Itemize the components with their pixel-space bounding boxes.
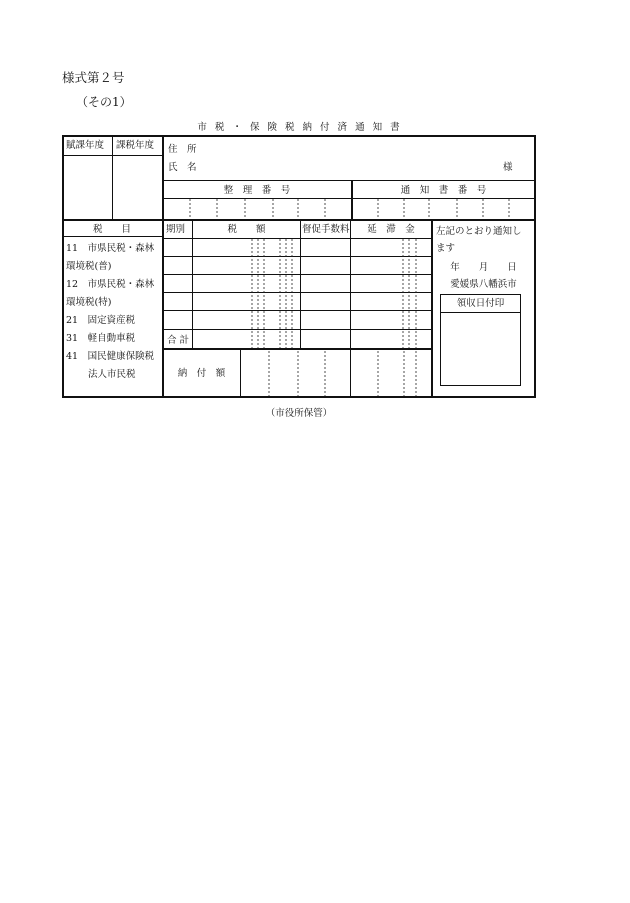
tax-item-corporate: 法人市民税 xyxy=(88,369,136,380)
number-label-divider xyxy=(163,198,536,199)
header-section-divider xyxy=(62,219,536,221)
notice-text-line2: ます xyxy=(436,243,456,254)
tax-amount-header: 税 額 xyxy=(227,224,266,235)
tax-item-header-divider xyxy=(62,236,163,237)
stamp-box-label-divider xyxy=(440,312,521,313)
receipt-stamp-label: 領収日付印 xyxy=(456,298,505,309)
amount-row-line-2 xyxy=(163,274,432,275)
issuer-name: 愛媛県八幡浜市 xyxy=(450,279,517,290)
fee-column-divider xyxy=(350,220,351,397)
notice-column-divider xyxy=(431,219,433,397)
notice-date: 年 月 日 xyxy=(450,262,517,273)
tax-item-12-line1: 12 市県民税・森林 xyxy=(66,279,155,290)
form-border-bottom xyxy=(62,396,536,398)
payment-label-divider xyxy=(240,350,241,397)
period-header: 期別 xyxy=(166,224,186,235)
notice-text-line1: 左記のとおり通知し xyxy=(436,226,522,237)
total-label: 合 計 xyxy=(167,335,190,346)
tax-year-label: 課税年度 xyxy=(116,140,155,151)
stamp-box-bottom xyxy=(440,385,521,386)
amount-row-line-4 xyxy=(163,310,432,311)
amount-row-line-3 xyxy=(163,292,432,293)
amount-row-line-5 xyxy=(163,329,432,330)
honorific-label: 様 xyxy=(503,162,513,173)
tax-item-12-line2: 環境税(特) xyxy=(66,297,112,308)
fee-header: 督促手数料 xyxy=(302,224,350,235)
left-column-divider xyxy=(162,135,164,398)
tax-item-31: 31 軽自動車税 xyxy=(66,333,136,344)
form-border-right xyxy=(534,135,536,398)
name-row-divider xyxy=(163,180,536,181)
form-border-left xyxy=(62,135,64,398)
tax-amount-column-divider xyxy=(300,220,301,349)
tax-item-header: 税 目 xyxy=(92,224,131,235)
amount-header-divider xyxy=(163,238,432,239)
stamp-box-top xyxy=(440,294,521,295)
retention-note: （市役所保管） xyxy=(265,408,333,419)
tax-item-21: 21 固定資産税 xyxy=(66,315,136,326)
address-label: 住 所 xyxy=(168,144,197,155)
form-title: 市 税 ・ 保 険 税 納 付 済 通 知 書 xyxy=(197,122,401,133)
form-border-top xyxy=(62,135,536,137)
reference-number-label: 整 理 番 号 xyxy=(223,185,291,196)
payment-amount-label: 納 付 額 xyxy=(177,368,226,379)
notice-number-label: 通 知 書 番 号 xyxy=(400,185,487,196)
year-column-divider xyxy=(112,135,113,219)
levy-year-label: 賦課年度 xyxy=(66,140,105,151)
tax-item-11-line2: 環境税(普) xyxy=(66,261,112,272)
form-number-label: 様式第２号 xyxy=(62,70,125,85)
tax-item-41: 41 国民健康保険税 xyxy=(66,351,155,362)
name-label: 氏 名 xyxy=(168,162,197,173)
tax-item-11-line1: 11 市県民税・森林 xyxy=(66,243,155,254)
delay-charge-header: 延 滞 金 xyxy=(367,224,415,235)
form-sub-label: （その1） xyxy=(76,95,132,109)
period-column-divider xyxy=(192,220,193,349)
total-row-divider xyxy=(163,348,432,350)
amount-row-line-1 xyxy=(163,256,432,257)
